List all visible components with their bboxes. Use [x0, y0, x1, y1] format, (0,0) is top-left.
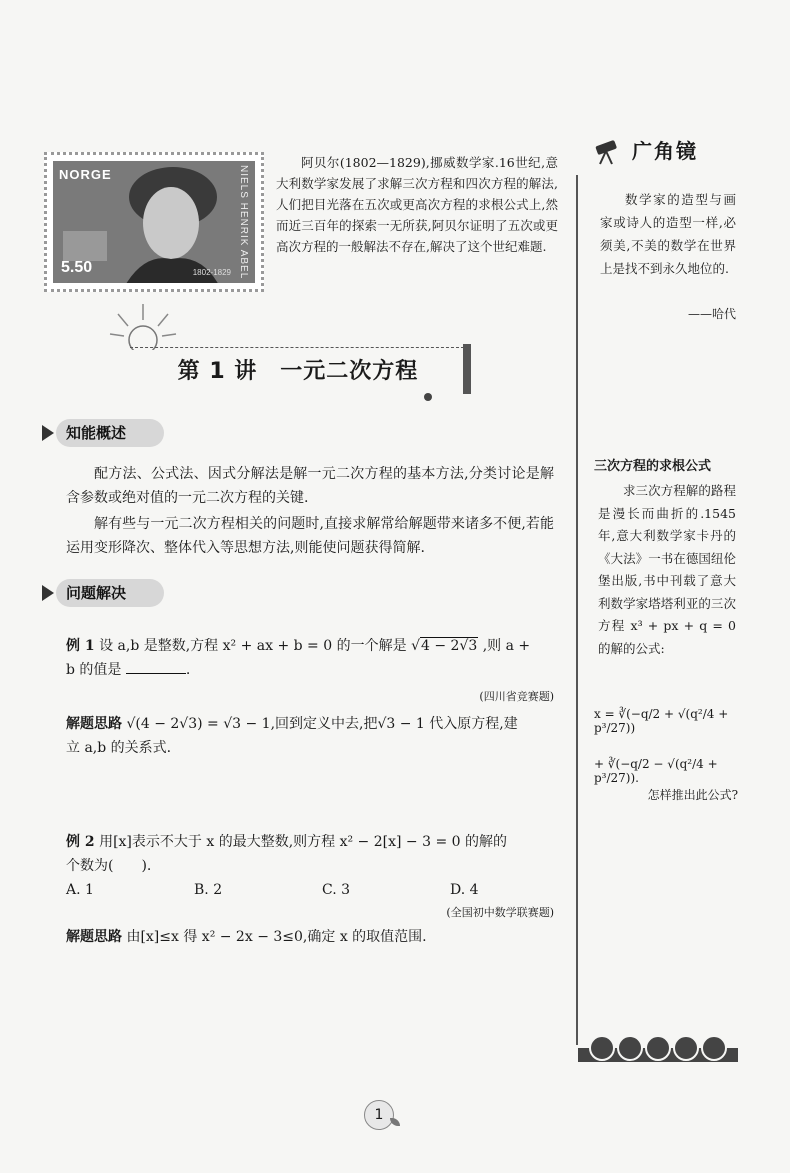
title-dot-decoration — [424, 393, 432, 401]
lesson-title: 第 1 讲 一元二次方程 — [177, 359, 419, 384]
triangle-icon — [42, 585, 54, 601]
section-overview-label: 知能概述 — [66, 424, 127, 442]
sidebar-divider — [576, 175, 578, 1045]
leaf-icon — [390, 1118, 400, 1126]
wave-decoration-icon — [578, 1032, 738, 1062]
sidebar-heading — [594, 125, 724, 175]
section-problems-label: 问题解决 — [66, 584, 127, 602]
stamp-country: NORGE — [59, 167, 112, 182]
cubic-formula — [594, 695, 742, 785]
cubic-formula-title: 三次方程的求根公式 — [594, 459, 712, 474]
overview-paragraph-1: 配方法、公式法、因式分解法是解一元二次方程的基本方法,分类讨论是解含参数或绝对值的一元二次方程的关键. — [66, 466, 554, 506]
example-1-line-1: 例 1 设 a,b 是整数,方程 x² + ax + b = 0 的一个解是 √4 − 2√3 ,则 a + — [66, 638, 531, 654]
hint-label: 解题思路 — [66, 716, 122, 732]
section-overview-header — [42, 419, 182, 447]
abel-stamp-image — [44, 152, 264, 292]
example-1-source: (四川省竞赛题) — [479, 690, 554, 703]
example-1-hint: 解题思路 √(4 − 2√3) = √3 − 1,回到定义中去,把√3 − 1 代入原方程,建 立 a,b 的关系式. — [66, 716, 518, 756]
answer-blank — [126, 659, 186, 674]
stamp-years: 1802-1829 — [192, 268, 231, 277]
example-2-source: (全国初中数学联赛题) — [446, 906, 554, 919]
sun-decoration-icon — [108, 300, 178, 350]
radical: 4 − 2√3 — [420, 638, 478, 654]
page-number: 1 — [364, 1100, 394, 1130]
section-problems-header — [42, 579, 182, 607]
example-1 — [66, 634, 554, 682]
quote-author: ——哈代 — [687, 307, 736, 321]
choice-d: D. 4 — [450, 882, 479, 898]
abel-intro-text: 阿贝尔(1802—1829),挪威数学家.16世纪,意大利数学家发展了求解三次方程和四次方程的解法,人们把目光落在五次或更高次方程的求根公式上,然而近三百年的探索一无所获,阿贝尔证明了五次或更高次方程的一般解法不存在,解决了这个世纪难题. — [276, 155, 558, 254]
formula-line-1: x = ∛(−q/2 + √(q²/4 + p³/27)) — [594, 707, 729, 735]
choice-b: B. 2 — [194, 882, 223, 898]
title-bar-decoration — [463, 344, 471, 394]
cubic-formula-text: 求三次方程解的路程是漫长而曲折的.1545 年,意大利数学家卡丹的《大法》一书在德国纽伦堡出版,书中刊载了意大利数学家塔塔利亚的三次方程 x³ + px + q = 0 的解的公式: — [598, 483, 736, 656]
hint-label: 解题思路 — [66, 929, 122, 945]
stamp-name: NIELS HENRIK ABEL — [238, 165, 249, 280]
hardy-quote: 数学家的造型与画家或诗人的造型一样,必须美,不美的数学在世界上是找不到永久地位的. — [600, 192, 736, 276]
example-1-line-2: b 的值是 . — [66, 658, 554, 682]
formula-question: 怎样推出此公式? — [647, 788, 738, 802]
choice-c: C. 3 — [322, 882, 351, 898]
stamp-value: 5.50 — [61, 259, 93, 276]
sidebar-heading-label: 广角镜 — [632, 139, 698, 163]
telescope-icon — [594, 137, 624, 165]
example-2-label: 例 2 — [66, 834, 95, 850]
formula-line-2: + ∛(−q/2 − √(q²/4 + p³/27)). — [594, 757, 718, 785]
example-2-hint: 解题思路 由[x]≤x 得 x² − 2x − 3≤0,确定 x 的取值范围. — [66, 929, 427, 945]
choice-a: A. 1 — [66, 882, 94, 898]
example-1-label: 例 1 — [66, 638, 95, 654]
overview-paragraph-2: 解有些与一元二次方程相关的问题时,直接求解常给解题带来诸多不便,若能运用变形降次、整体代入等思想方法,则能使问题获得简解. — [66, 516, 554, 556]
triangle-icon — [42, 425, 54, 441]
example-2: 例 2 用[x]表示不大于 x 的最大整数,则方程 x² − 2[x] − 3 = 0 的解的 个数为( ). — [66, 834, 507, 874]
stamp-portrait — [53, 161, 255, 283]
